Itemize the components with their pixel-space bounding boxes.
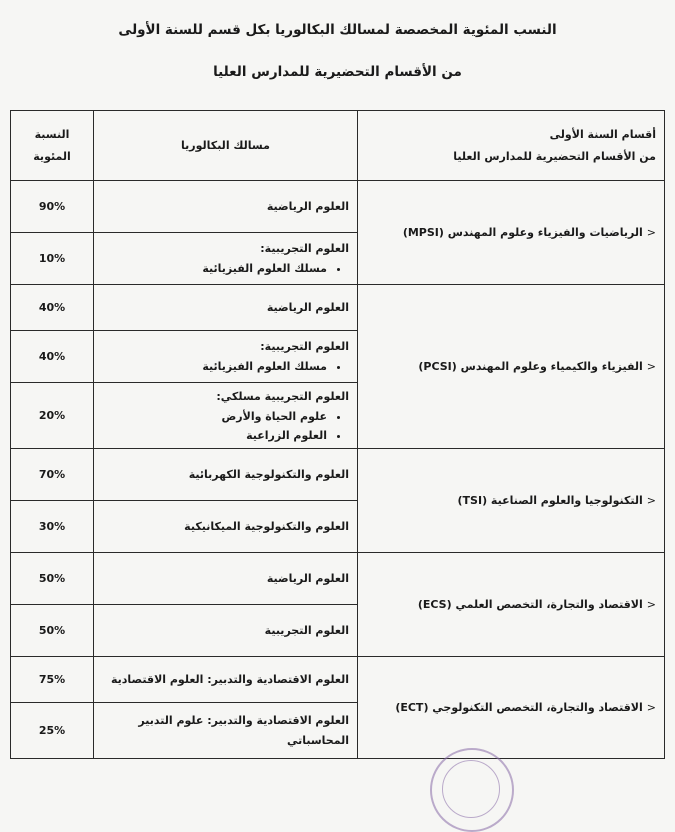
path-label: العلوم الاقتصادية والتدبير: علوم التدبير المحاسباتي: [138, 713, 349, 747]
header-section-line1: أقسام السنة الأولى: [549, 127, 656, 141]
section-label: التكنولوجيا والعلوم الصناعية (TSI): [457, 494, 643, 507]
path-label: العلوم التجريبية: [264, 623, 349, 637]
percent-cell: 75%: [11, 657, 94, 703]
header-section-line2: من الأقسام التحضيرية للمدارس العليا: [453, 149, 656, 163]
official-stamp-icon: [430, 748, 514, 832]
percent-cell: 25%: [11, 703, 94, 759]
header-path: مسالك البكالوريا: [94, 111, 358, 181]
list-item: • مسلك العلوم الفيزيائية: [102, 357, 327, 376]
arrow-bullet-icon: <: [646, 701, 656, 714]
path-cell: [94, 501, 358, 553]
list-item: • مسلك العلوم الفيزيائية: [102, 259, 327, 278]
section-cell: [358, 657, 665, 759]
path-cell: [94, 605, 358, 657]
path-label: العلوم التجريبية مسلكي:: [216, 389, 349, 403]
path-cell: [94, 383, 358, 449]
percent-cell: 50%: [11, 553, 94, 605]
arrow-bullet-icon: <: [646, 494, 656, 507]
percent-cell: 90%: [11, 181, 94, 233]
percent-cell: 20%: [11, 383, 94, 449]
section-label: الرياضيات والفيزياء وعلوم المهندس (MPSI): [402, 226, 643, 239]
header-percent: [11, 111, 94, 181]
path-label: العلوم والتكنولوجية الميكانيكية: [184, 519, 349, 533]
table-row: [11, 285, 665, 331]
path-label: العلوم الرياضية: [266, 300, 349, 314]
path-label: العلوم والتكنولوجية الكهربائية: [188, 467, 349, 481]
arrow-bullet-icon: <: [646, 598, 656, 611]
path-cell: [94, 657, 358, 703]
list-item: • العلوم الزراعية: [102, 426, 327, 445]
arrow-bullet-icon: <: [646, 360, 656, 373]
arrow-bullet-icon: <: [646, 226, 656, 239]
table-row: [11, 449, 665, 501]
path-label: العلوم التجريبية:: [260, 242, 349, 255]
document-subtitle: من الأقسام التحضيرية للمدارس العليا: [213, 64, 462, 80]
section-label: الاقتصاد والتجارة، التخصص التكنولوجي (ECT): [395, 701, 643, 714]
path-sublist: [102, 259, 349, 278]
percent-cell: 30%: [11, 501, 94, 553]
path-cell: [94, 181, 358, 233]
path-cell: [94, 331, 358, 383]
percent-cell: 10%: [11, 233, 94, 285]
path-cell: [94, 449, 358, 501]
table-row: [11, 553, 665, 605]
section-cell: [358, 285, 665, 449]
section-label: الفيزياء والكيمياء وعلوم المهندس (PCSI): [418, 360, 643, 373]
list-item: • علوم الحياة والأرض: [102, 407, 327, 426]
path-label: العلوم التجريبية:: [260, 340, 349, 353]
header-row: [11, 111, 665, 181]
path-cell: [94, 703, 358, 759]
percent-cell: 70%: [11, 449, 94, 501]
path-cell: [94, 553, 358, 605]
path-sublist: [102, 357, 349, 376]
section-cell: [358, 449, 665, 553]
percent-cell: 40%: [11, 331, 94, 383]
path-sublist: [102, 407, 349, 445]
orientation-table: [10, 110, 665, 759]
section-cell: [358, 181, 665, 285]
path-label: العلوم الاقتصادية والتدبير: العلوم الاقتصادية: [110, 672, 349, 686]
section-label: الاقتصاد والتجارة، التخصص العلمي (ECS): [417, 598, 643, 611]
percent-cell: 50%: [11, 605, 94, 657]
header-percent-line2: المئوية: [33, 149, 71, 163]
document-title: النسب المئوية المخصصة لمسالك البكالوريا بكل قسم للسنة الأولى: [118, 22, 557, 38]
table-row: [11, 657, 665, 703]
table-row: [11, 181, 665, 233]
header-section: [358, 111, 665, 181]
path-label: العلوم الرياضية: [266, 199, 349, 213]
percent-cell: 40%: [11, 285, 94, 331]
table-body: [11, 181, 665, 759]
header-percent-line1: النسبة: [34, 127, 70, 141]
section-cell: [358, 553, 665, 657]
path-label: العلوم الرياضية: [266, 571, 349, 585]
path-cell: [94, 285, 358, 331]
path-cell: [94, 233, 358, 285]
